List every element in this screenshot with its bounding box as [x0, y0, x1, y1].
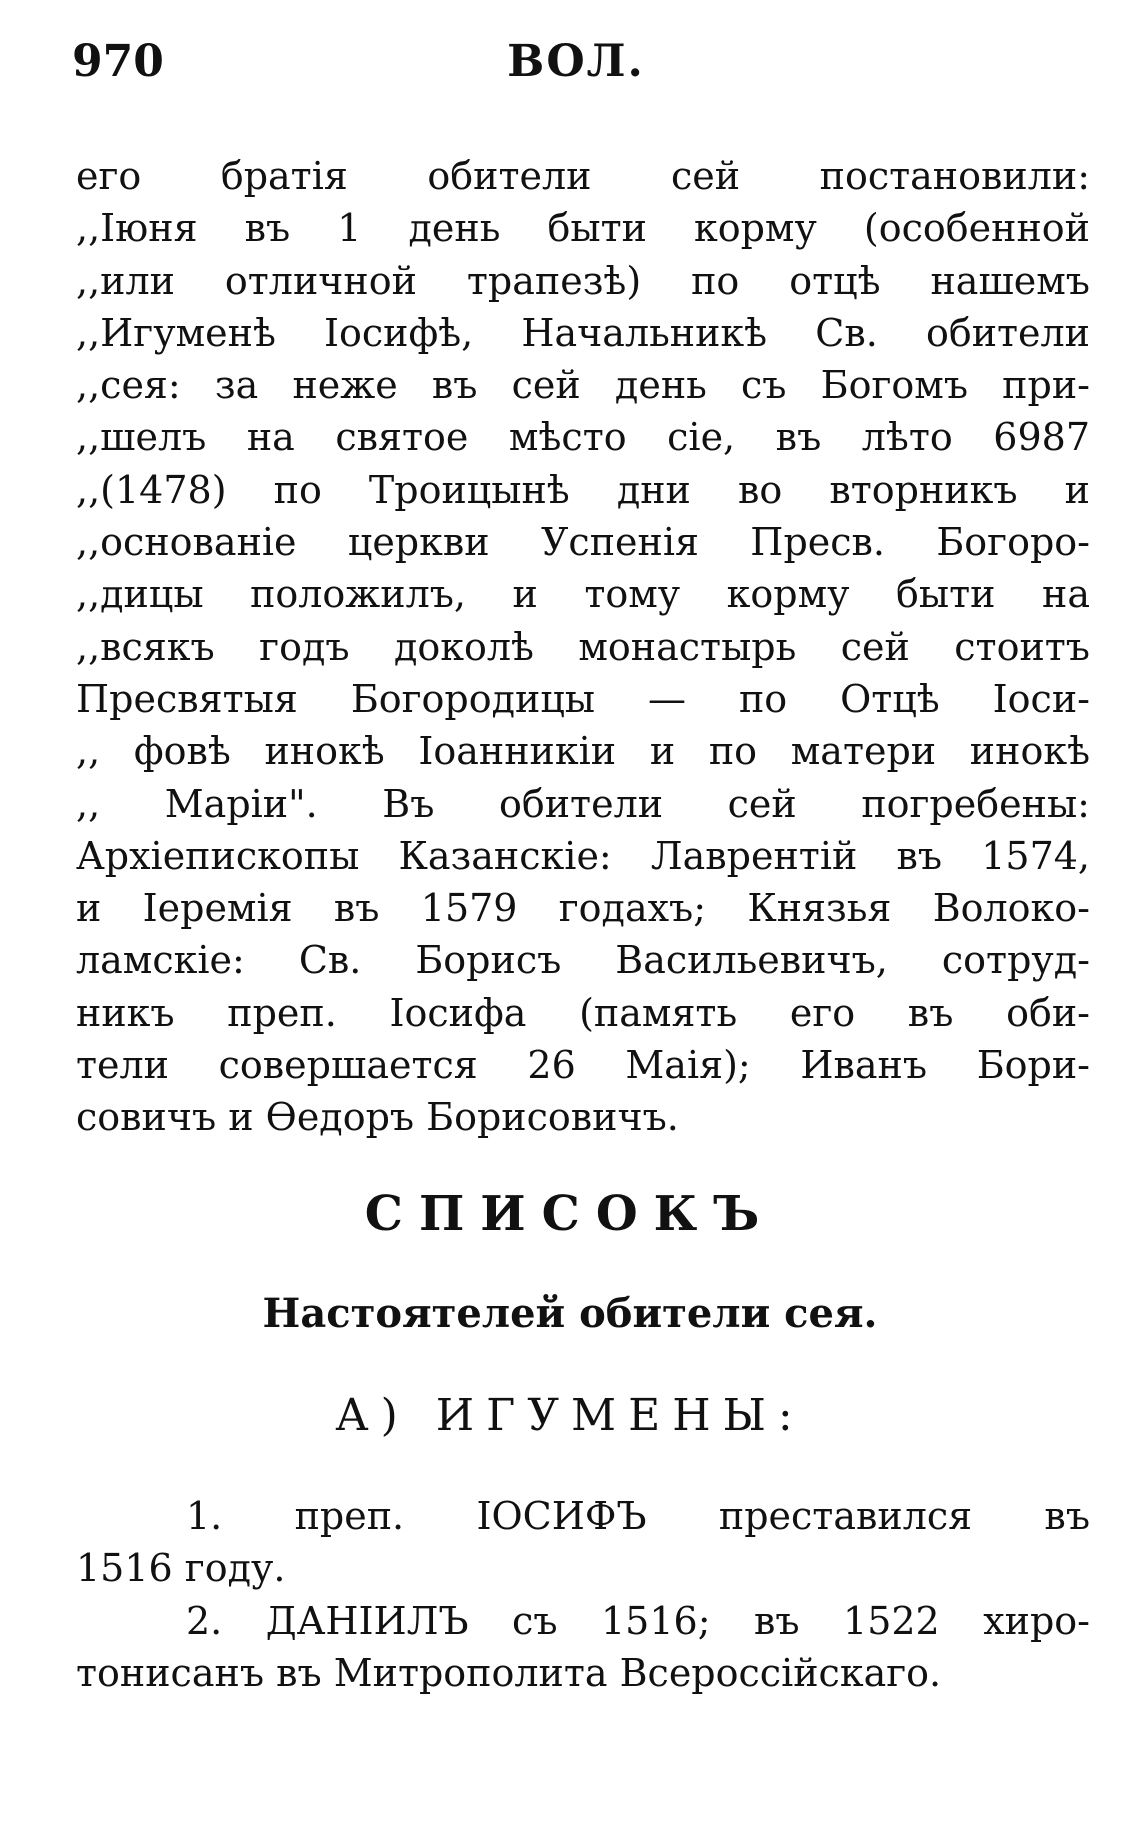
list-item-line: 2. ДАНІИЛЪ съ 1516; въ 1522 хиро- — [186, 1598, 1090, 1643]
text-line: совичъ и Ѳедоръ Борисовичъ. — [76, 1095, 679, 1140]
text-line: ,,сея: за неже въ сей день съ Богомъ при- — [76, 363, 1090, 408]
text-line: ,,основаніе церкви Успенія Пресв. Богоро- — [76, 520, 1090, 565]
text-line: ламскіе: Св. Борисъ Васильевичъ, сотруд- — [76, 938, 1090, 983]
text-line: тели совершается 26 Маія); Иванъ Бори- — [76, 1043, 1090, 1088]
text-line: ,,дицы положилъ, и тому корму быти на — [76, 572, 1090, 617]
text-line: ,,всякъ годъ доколѣ монастырь сей стоитъ — [76, 624, 1090, 669]
list-item-line: 1516 году. — [76, 1546, 286, 1591]
text-line: ,,Игуменѣ Іосифѣ, Начальникѣ Св. обители — [76, 310, 1090, 355]
running-head: ВОЛ. — [507, 36, 645, 87]
list-heading: СПИСОКЪ — [364, 1186, 776, 1242]
text-line: его братія обители сей постановили: — [76, 154, 1090, 198]
page-header — [72, 36, 1080, 106]
section-heading: А) ИГУМЕНЫ: — [335, 1390, 805, 1441]
abbots-list — [76, 1490, 1090, 1699]
text-line: ,,(1478) по Троицынѣ дни во вторникъ и — [76, 467, 1090, 512]
text-line: ,, Маріи". Въ обители сей погребены: — [76, 781, 1090, 826]
text-line: и Іеремія въ 1579 годахъ; Князья Волоко- — [76, 886, 1090, 931]
list-subheading: Настоятелей обители сея. — [262, 1290, 878, 1337]
text-line: ,,Іюня въ 1 день быти корму (особенной — [76, 206, 1090, 251]
text-line: ,,или отличной трапезѣ) по отцѣ нашемъ — [76, 258, 1090, 303]
text-line: никъ преп. Іосифа (память его въ оби- — [76, 990, 1090, 1035]
text-line: Пресвятыя Богородицы — по Отцѣ Іоси- — [76, 676, 1090, 721]
text-line: ,, фовѣ инокѣ Іоанникіи и по матери инокѣ — [76, 729, 1090, 774]
body-paragraph — [76, 150, 1090, 1144]
text-line: ,,шелъ на святое мѣсто сіе, въ лѣто 6987 — [76, 415, 1090, 460]
list-item-line: 1. преп. ІОСИФЪ преставился въ — [186, 1494, 1090, 1538]
page-number: 970 — [72, 36, 164, 87]
text-line: Архіепископы Казанскіе: Лаврентій въ 1574, — [76, 833, 1090, 878]
list-item-line: тонисанъ въ Митрополита Всероссійскаго. — [76, 1650, 942, 1695]
